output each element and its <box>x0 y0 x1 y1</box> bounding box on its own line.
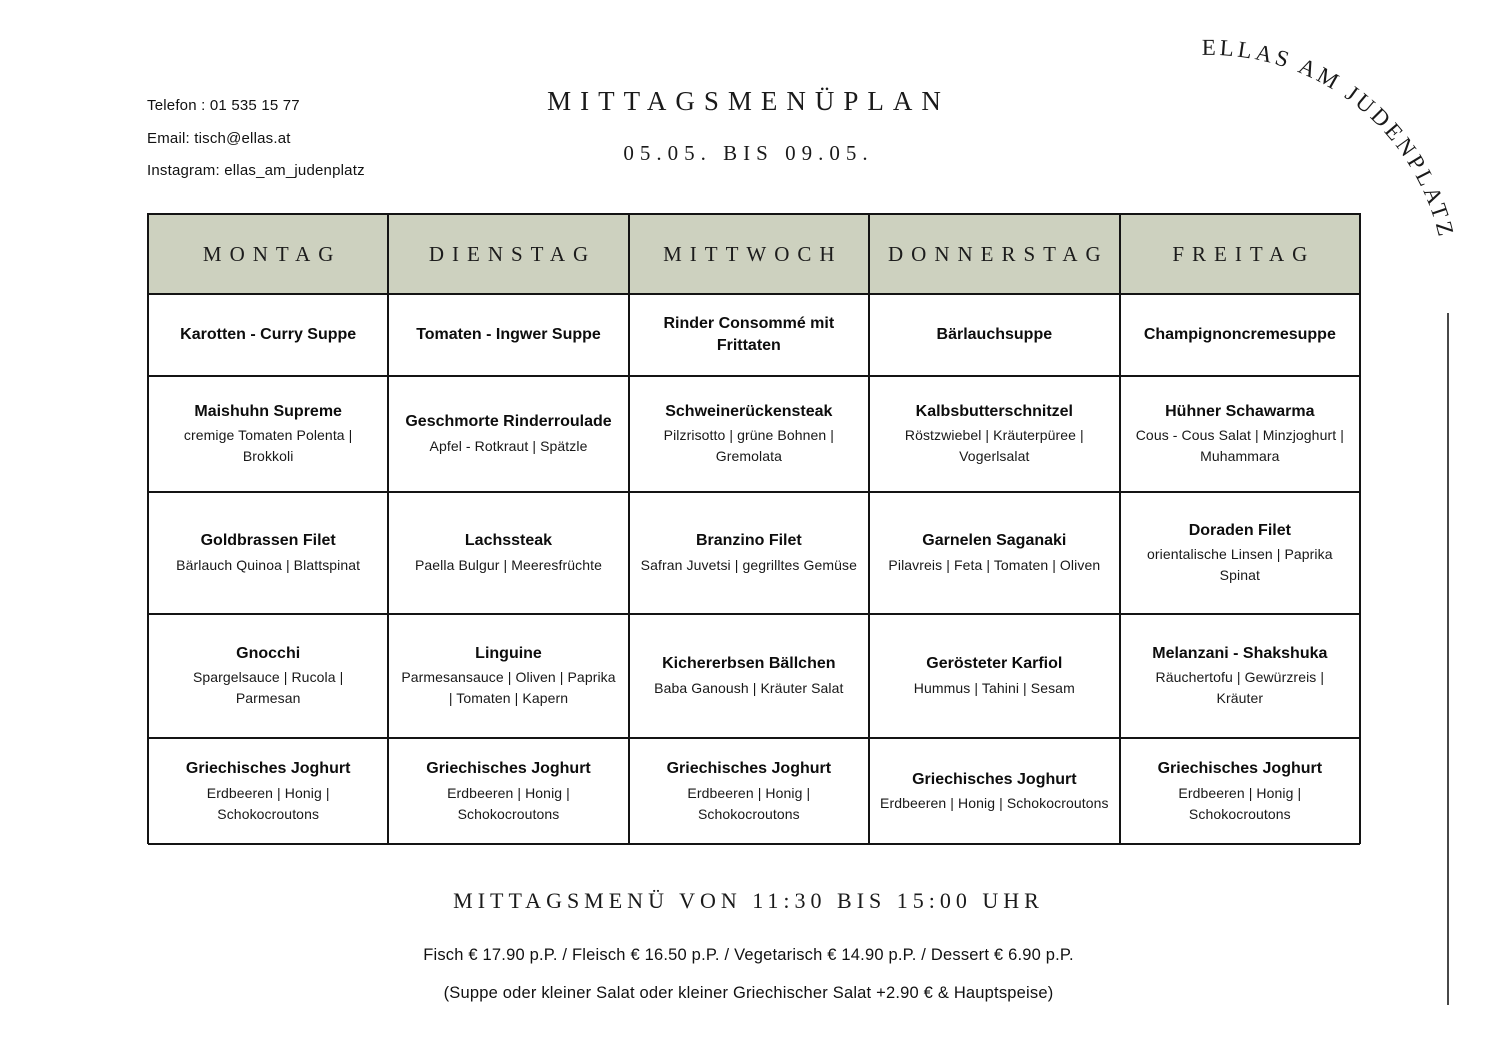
dish-subtitle: Räuchertofu | Gewürzreis | Kräuter <box>1155 669 1325 707</box>
dish-title: Bärlauchsuppe <box>936 325 1053 343</box>
dish-title: Kalbsbutterschnitzel <box>915 402 1073 420</box>
dish-title: Melanzani - Shakshuka <box>1152 644 1328 662</box>
day-header-donnerstag: DONNERSTAG <box>869 214 1120 294</box>
menu-cell <box>869 492 1120 614</box>
dish-subtitle: Parmesansauce | Oliven | Paprika | Tomaten | Kapern <box>401 669 616 707</box>
brand-arc-text: ELLAS AM JUDENPLATZ <box>1201 34 1460 242</box>
menu-cell <box>869 738 1120 845</box>
dish-title: Tomaten - Ingwer Suppe <box>416 325 601 343</box>
dish-title: Hühner Schawarma <box>1165 402 1315 420</box>
menu-cell <box>148 738 388 845</box>
menu-cell <box>629 294 869 376</box>
menu-cell <box>1120 294 1360 376</box>
dish-title: Griechisches Joghurt <box>666 760 832 778</box>
day-header-mittwoch: MITTWOCH <box>629 214 869 294</box>
day-header-freitag: FREITAG <box>1120 214 1360 294</box>
dish-subtitle: Bärlauch Quinoa | Blattspinat <box>176 556 361 573</box>
dish-subtitle: Erdbeeren | Honig | Schokocroutons <box>447 784 570 822</box>
menu-cell <box>1120 376 1360 492</box>
menu-cell <box>148 614 388 738</box>
menu-cell <box>869 614 1120 738</box>
dish-title: Griechisches Joghurt <box>426 760 591 778</box>
dish-subtitle: Erdbeeren | Honig | Schokocroutons <box>206 784 330 822</box>
contact-phone: Telefon : 01 535 15 77 <box>147 97 300 114</box>
contact-email: Email: tisch@ellas.at <box>147 129 291 147</box>
dish-title: Doraden Filet <box>1188 521 1291 539</box>
dish-title: Schweinerückensteak <box>665 402 833 420</box>
menu-cell <box>1120 614 1360 738</box>
dish-title: Champignoncremesuppe <box>1143 325 1336 343</box>
page-title: MITTAGSMENÜPLAN <box>547 86 950 116</box>
dish-subtitle: Spargelsauce | Rucola | Parmesan <box>192 669 344 707</box>
dish-subtitle: Cous - Cous Salat | Minzjoghurt | Muhammara <box>1135 427 1344 465</box>
page-subtitle: 05.05. BIS 09.05. <box>623 141 874 165</box>
menu-cell <box>388 492 628 614</box>
dish-title: Rinder Consommé mit Frittaten <box>663 314 835 354</box>
dish-subtitle: Pilavreis | Feta | Tomaten | Oliven <box>888 556 1101 573</box>
dish-subtitle: Pilzrisotto | grüne Bohnen | Gremolata <box>663 427 835 465</box>
dish-title: Griechisches Joghurt <box>912 770 1077 788</box>
dish-title: Lachssteak <box>464 532 553 550</box>
menu-cell <box>148 492 388 614</box>
footer-note: (Suppe oder kleiner Salat oder kleiner Griechischer Salat +2.90 € & Hauptspeise) <box>443 984 1054 1002</box>
dish-subtitle: orientalische Linsen | Paprika Spinat <box>1147 546 1333 584</box>
menu-cell <box>629 614 869 738</box>
dish-title: Garnelen Saganaki <box>922 532 1067 550</box>
footer-prices: Fisch € 17.90 p.P. / Fleisch € 16.50 p.P. / Vegetarisch € 14.90 p.P. / Dessert € 6.90 p.P. <box>423 946 1074 964</box>
footer-hours: MITTAGSMENÜ VON 11:30 BIS 15:00 UHR <box>453 888 1044 913</box>
menu-cell <box>388 614 628 738</box>
menu-cell <box>388 376 628 492</box>
dish-subtitle: Hummus | Tahini | Sesam <box>913 679 1075 696</box>
menu-cell <box>1120 492 1360 614</box>
dish-title: Goldbrassen Filet <box>200 532 336 550</box>
day-header-dienstag: DIENSTAG <box>388 214 628 294</box>
dish-subtitle: Baba Ganoush | Kräuter Salat <box>654 679 844 696</box>
day-header-montag: MONTAG <box>148 214 388 294</box>
menu-cell <box>148 294 388 376</box>
menu-cell <box>869 376 1120 492</box>
dish-subtitle: Safran Juvetsi | gegrilltes Gemüse <box>640 556 858 573</box>
menu-cell <box>629 492 869 614</box>
dish-subtitle: Paella Bulgur | Meeresfrüchte <box>414 556 603 573</box>
menu-table <box>147 213 1361 844</box>
dish-title: Kichererbsen Bällchen <box>662 655 836 673</box>
menu-cell <box>1120 738 1360 845</box>
menu-cell <box>148 376 388 492</box>
menu-cell <box>629 738 869 845</box>
dish-subtitle: cremige Tomaten Polenta | Brokkoli <box>183 427 353 465</box>
dish-title: Maishuhn Supreme <box>194 402 342 420</box>
dish-title: Karotten - Curry Suppe <box>180 325 357 343</box>
dish-subtitle: Erdbeeren | Honig | Schokocroutons <box>1178 784 1302 822</box>
dish-title: Linguine <box>475 644 542 662</box>
dish-title: Branzino Filet <box>695 532 802 550</box>
dish-title: Geschmorte Rinderroulade <box>405 413 612 431</box>
dish-subtitle: Apfel - Rotkraut | Spätzle <box>429 437 588 454</box>
dish-title: Griechisches Joghurt <box>1157 760 1323 778</box>
menu-cell <box>388 294 628 376</box>
contact-instagram: Instagram: ellas_am_judenplatz <box>147 162 365 179</box>
dish-title: Gnocchi <box>236 644 301 662</box>
dish-subtitle: Erdbeeren | Honig | Schokocroutons <box>880 795 1109 812</box>
menu-cell <box>869 294 1120 376</box>
menu-cell <box>388 738 628 845</box>
menu-cell <box>629 376 869 492</box>
dish-subtitle: Röstzwiebel | Kräuterpüree | Vogerlsalat <box>904 427 1084 465</box>
dish-title: Griechisches Joghurt <box>185 760 351 778</box>
dish-subtitle: Erdbeeren | Honig | Schokocroutons <box>687 784 811 822</box>
dish-title: Gerösteter Karfiol <box>926 655 1063 673</box>
